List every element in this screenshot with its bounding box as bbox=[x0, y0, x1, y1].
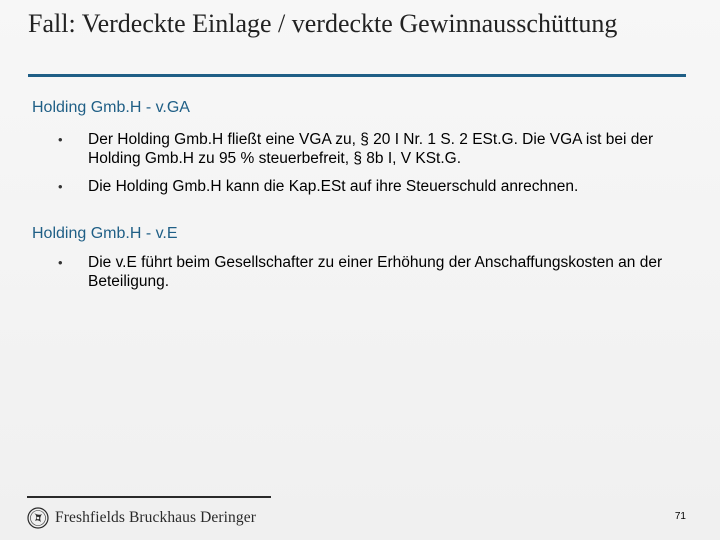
footer-divider bbox=[27, 496, 271, 498]
freshfields-emblem-icon bbox=[27, 507, 49, 529]
logo-text: Freshfields Bruckhaus Deringer bbox=[55, 509, 257, 526]
bullet-text-vga-1: Der Holding Gmb.H fließt eine VGA zu, § 20 I Nr. 1 S. 2 ESt.G. Die VGA ist bei der Holding Gmb.H zu 95 % steuerbefreit, § 8b I, V KSt.G. bbox=[88, 131, 654, 167]
page-number: 71 bbox=[674, 511, 686, 522]
bullet-text-vga-2: Die Holding Gmb.H kann die Kap.ESt auf ihre Steuerschuld anrechnen. bbox=[88, 178, 579, 195]
company-logo bbox=[27, 507, 256, 529]
bullet-marker: • bbox=[58, 179, 63, 194]
section-heading-ve: Holding Gmb.H - v.E bbox=[32, 225, 178, 242]
bullet-marker: • bbox=[58, 132, 63, 147]
title-divider bbox=[28, 74, 686, 77]
bullet-text-ve-1: Die v.E führt beim Gesellschafter zu einer Erhöhung der Anschaffungskosten an der Beteiligung. bbox=[88, 254, 663, 290]
section-heading-vga: Holding Gmb.H - v.GA bbox=[32, 99, 190, 116]
bullet-marker: • bbox=[58, 255, 63, 270]
slide-title: Fall: Verdeckte Einlage / verdeckte Gewinnausschüttung bbox=[28, 9, 618, 38]
